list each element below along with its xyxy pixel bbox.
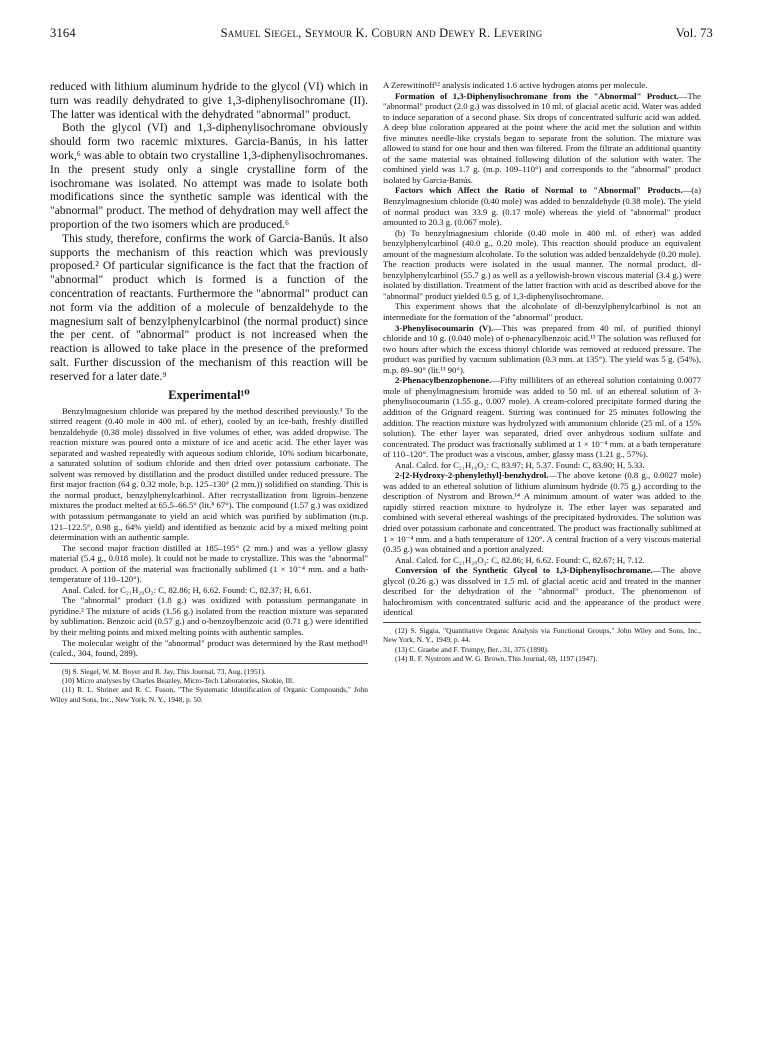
- paragraph-body: —The "abnormal" product (2.0 g.) was dissolved in 10 ml. of glacial acetic acid. Water was added to induce separation of a second phase. Six drops of concentrated sulfuric acid was added. A deep blue coloration appeared at the point where the acid met the solution and within five minutes needle-like crystals began to separate from the solution. The mixture was allowed to stand for one hour and then was filtered. From the filtrate an additional quantity of the same material was obtained following dilution of the solution with water. The combined yield was 1.7 g. (m.p. 109–110°) and corresponds to the "abnormal" product isolated by Garcia-Banús.: [383, 90, 701, 185]
- paragraph-body: —The above ketone (0.8 g., 0.0027 mole) was added to an ethereal solution of lithium aluminum hydride (0.75 g.) according to the description of Nystrom and Brown.¹⁴ A minimum amount of water was added to the rapidly stirred reaction mixture to hydrolyze it. The ether layer was separated and combined with several ethereal washings of the precipitated hydroxides. The solution was dried over potassium carbonate and concentrated. The product was fractionally sublimed at 1 × 10⁻⁴ mm. and a bath temperature of 120°. A central fraction of a very viscous material (0.35 g.) was obtained and a portion analyzed.: [383, 470, 701, 555]
- paragraph-body: —(a) Benzylmagnesium chloride (0.40 mole) was added to benzaldehyde (0.38 mole). The yield of normal product was 33.9 g. (0.17 mole) whereas the yield of "abnormal" product amounted to 20.3 g. (0.067 mole).: [383, 185, 701, 228]
- paragraph-body: —The above glycol (0.26 g.) was dissolved in 1.5 ml. of glacial acetic acid and treated in the manner described for the dehydration of the "abnormal" product. The phenomenon of halochromism with concentrated sulfuric acid and the appearance of the product were identical: [383, 565, 702, 618]
- paragraph-heading: 2-Phenacylbenzophenone.: [395, 375, 492, 386]
- right-column: [383, 80, 701, 664]
- paragraph: This experiment shows that the alcoholate of dl-benzylphenylcarbinol is not an intermediate for the formation of the "abnormal" product.: [383, 301, 701, 323]
- paragraph-body: —This was prepared from 40 ml. of purified thionyl chloride and 10 g. (0.040 mole) of o-phenacylbenzoic acid.¹³ The solution was refluxed for two hours after which the excess thionyl chloride was removed at reduced pressure. The product was purified by vacuum sublimation (0.3 mm. at 135°). The yield was 5 g. (54%), m.p. 89–90° (lit.¹³ 90°).: [383, 322, 701, 375]
- left-column: [50, 80, 368, 704]
- paragraph: The "abnormal" product (1.8 g.) was oxidized with potassium permanganate in pyridine.² The mixture of acids (1.56 g.) isolated from the reaction mixture was separated by sublimation. Benzoic acid (0.57 g.) and o-benzoylbenzoic acid (0.71 g.) were identified by their melting points and mixed melting points with authentic samples.: [50, 595, 368, 638]
- paragraph: [383, 323, 701, 376]
- paragraph-heading: Conversion of the Synthetic Glycol to 1,3-Diphenylisochromane.: [395, 565, 653, 576]
- analysis-line: Anal. Calcd. for C₂₁H₁₆O₂: C, 83.97; H, 5.37. Found: C, 83.90; H, 5.33.: [395, 459, 645, 470]
- paragraph: [383, 185, 701, 227]
- paragraph: The second major fraction distilled at 185–195° (2 mm.) and was a yellow glassy material (5.4 g., 0.018 mole). It could not be made to crystallize. This was the "abnormal" product. A portion of the material was fractionally sublimed (1 × 10⁻⁴ mm. and a bath-temperature of 110–120°).: [50, 542, 368, 585]
- paragraph: A Zerewitinoff¹² analysis indicated 1.6 active hydrogen atoms per molecule.: [383, 80, 648, 90]
- footnote: (9) S. Siegel, W. M. Boyer and R. Jay, This Journal, 73, Aug. (1951).: [62, 666, 266, 676]
- paragraph-heading: 2-[2-Hydroxy-2-phenylethyl]-benzhydrol.: [395, 470, 549, 481]
- paragraph: [383, 91, 701, 186]
- paragraph: Benzylmagnesium chloride was prepared by the method described previously.³ To the stirred reagent (0.40 mole in 400 ml. of ether), cooled by an ice-bath, freshly distilled benzaldehyde (0.38 mole) dissolved in five volumes of ether, was added dropwise. The reaction mixture was poured onto a mixture of ice and acetic acid. The ether layer was separated and washed repeatedly with aqueous sodium chloride, 10% sodium bicarbonate, a saturated solution of sodium chloride and then dried over potassium carbonate. The solvent was removed by distillation and the product distilled under reduced pressure. The first major fraction (64 g. 0.32 mole, b.p. 125–130° (2 mm.)) solidified on standing. This is the normal product, benzylphenylcarbinol. After recrystallization from ligroin–benzene mixtures the product melted at 65.5–66.5° (lit.⁸ 67°). The compound (1.57 g.) was oxidized with potassium permanganate to yield an acid which was purified by sublimation (m.p. 121–122.5°, 0.98 g., 64% yield) and identified as benzoic acid by a mixed melting point determination with an authentic sample.: [50, 405, 368, 543]
- running-header: [50, 26, 713, 44]
- page-number: 3164: [50, 26, 76, 40]
- paragraph: Both the glycol (VI) and 1,3-diphenylisochromane obviously should form two racemic mixtures. Garcia-Banús, in his latter work,⁶ was able to obtain two crystalline 1,3-diphenylisochromanes. In the present study only a single crystalline form of the isochromane was isolated. No attempt was made to isolate both modifications since the synthetic sample was identical with the "abnormal" product. The method of dehydration may well affect the proportion of the two isomers which are produced.⁶: [50, 121, 368, 231]
- footnote: (14) R. F. Nystrom and W. G. Brown, This Journal, 69, 1197 (1947).: [395, 654, 598, 664]
- paragraph-heading: Factors which Affect the Ratio of Normal to "Abnormal" Products.: [395, 185, 683, 196]
- footnote: (13) C. Graebe and F. Trumpy, Ber., 31, 375 (1898).: [395, 644, 549, 654]
- paragraph: [383, 565, 701, 618]
- paragraph-heading: 3-Phenylisocoumarin (V).: [395, 322, 494, 333]
- footnote: (11) R. L. Shriner and R. C. Fuson, "The Systematic Identification of Organic Compounds," John Wiley and Sons, Inc., New York, N. Y., 1948, p. 50.: [50, 685, 368, 704]
- footnote: (10) Micro analyses by Charles Beazley, Micro-Tech Laboratories, Skokie, Ill.: [62, 676, 294, 686]
- paragraph: [383, 470, 701, 554]
- analysis-line: Anal. Calcd. for C₂₁H₂₀O₂: C, 82.86; H, 6.62. Found: C, 82.67; H, 7.12.: [395, 554, 645, 565]
- section-heading: Experimental¹⁰: [168, 387, 250, 402]
- paragraph-heading: Formation of 1,3-Diphenylisochromane from the "Abnormal" Product.: [395, 90, 679, 101]
- paragraph: reduced with lithium aluminum hydride to the glycol (VI) which in turn was readily dehydrated to give 1,3-diphenylisochromane (II). The latter was identical with the dehydrated "abnormal" product.: [50, 80, 368, 121]
- running-title: Samuel Siegel, Seymour K. Coburn and Dewey R. Levering: [220, 26, 543, 40]
- paragraph: The molecular weight of the "abnormal" product was determined by the Rast method¹¹ (calcd., 304, found, 289).: [50, 637, 368, 659]
- paragraph: This study, therefore, confirms the work of Garcia-Banús. It also supports the mechanism of this reaction which was previously proposed.² Of particular significance is the fact that the fraction of "abnormal" product which is formed is a function of the concentration of reactants. Furthermore the "abnormal" product can not form via the addition of a molecule of benzaldehyde to the magnesium salt of benzylphenylcarbinol (the normal product) since the per cent. of "abnormal" product is not increased when the reaction is allowed to take place in the presence of the preformed salt. Further discussion of the mechanism of this reaction will be reserved for a later date.⁹: [50, 231, 368, 383]
- paragraph-body: —Fifty milliliters of an ethereal solution containing 0.0077 mole of phenylmagnesium bromide was added to 50 ml. of an ethereal solution of 3-phenylisocoumarin (1.55 g., 0.007 mole). A cream-colored precipitate formed during the addition of the Grignard reagent. Stirring was continued for 25 minutes following the addition. The reaction mixture was hydrolyzed with ammonium chloride (25 ml. of a 15% solution). The ether layer was separated, dried over anhydrous sodium sulfate and concentrated. The product was fractionally sublimed at 1 × 10⁻⁴ mm. at a bath temperature of 110–120°. The product was a viscous, amber, glassy mass (1.21 g., 57%).: [383, 375, 701, 460]
- paragraph: (b) To benzylmagnesium chloride (0.40 mole in 400 ml. of ether) was added benzylphenylcarbinol (40.0 g., 0.20 mole). This reaction should produce an equivalent amount of the magnesium alcoholate. To the solution was added benzaldehyde (0.20 mole). The reaction products were isolated in the usual manner. The normal product, dl-benzylphenylcarbinol (55.7 g.) as well as a yellowish-brown viscous material (3.4 g.) were isolated by distillation. Treatment of the latter fraction with acid as described above for the "abnormal" product yielded 0.5 g. of 1,3-diphenylisochromane.: [383, 227, 701, 301]
- volume-label: Vol. 73: [675, 26, 713, 40]
- footnote-divider: [50, 663, 368, 664]
- paragraph: [383, 375, 701, 459]
- footnote: (12) S. Siggia, "Quantitative Organic Analysis via Functional Groups," John Wiley and Sons, Inc., New York, N. Y., 1949, p. 44.: [383, 625, 701, 645]
- footnote-divider: [383, 622, 701, 623]
- analysis-line: Anal. Calcd. for C₂₁H₂₀O₂: C, 82.86; H, 6.62. Found: C, 82.37; H, 6.61.: [62, 584, 312, 595]
